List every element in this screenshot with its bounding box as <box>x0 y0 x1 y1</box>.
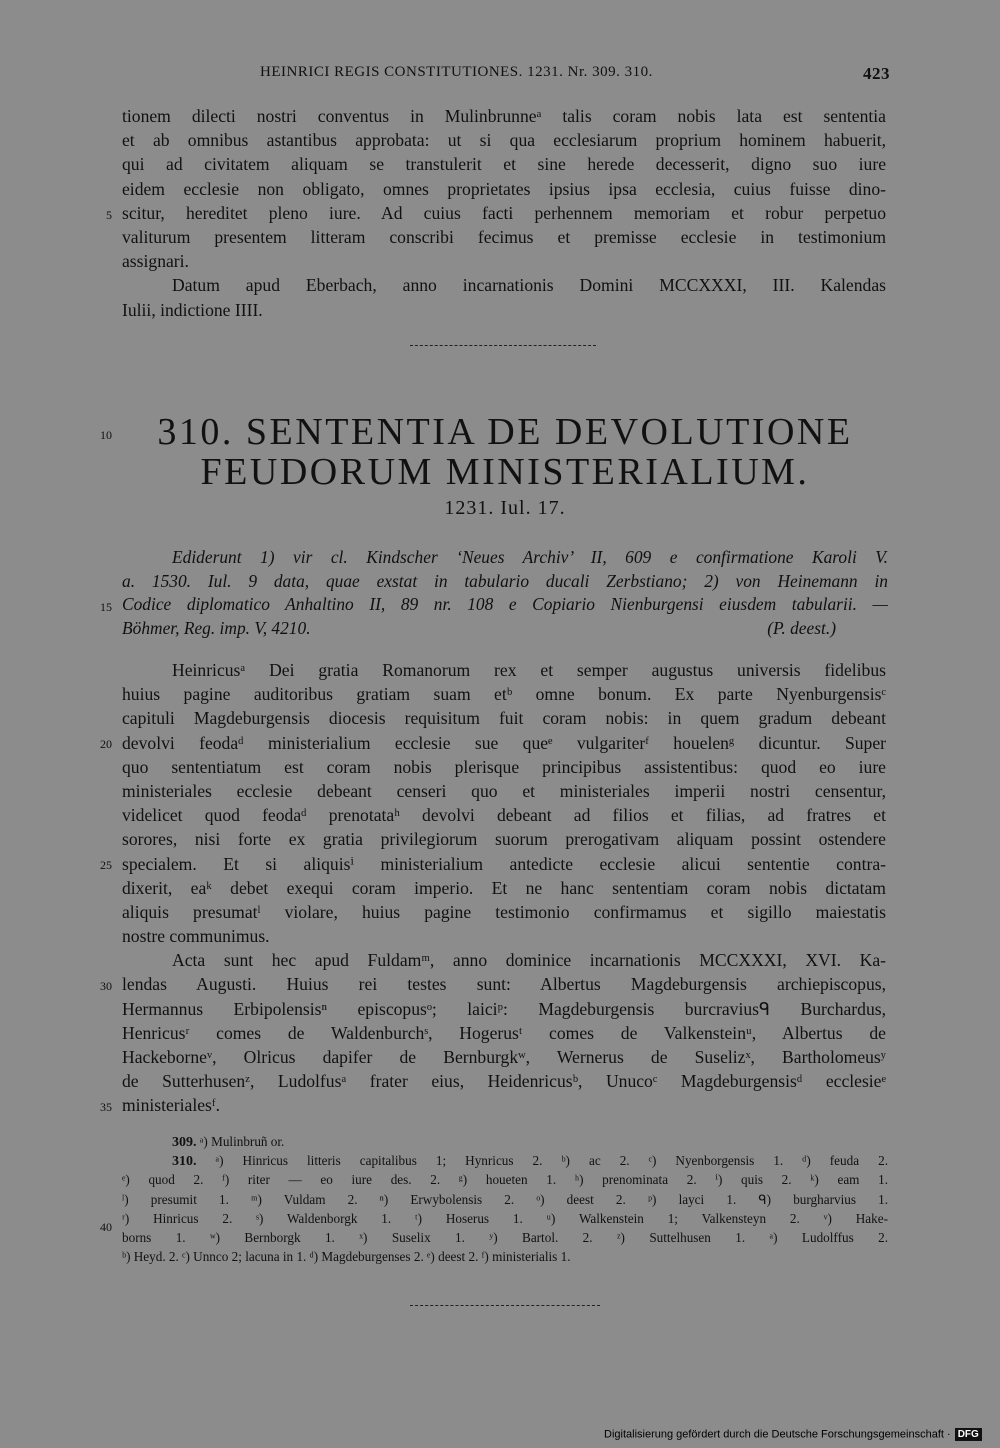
edition-note <box>122 546 888 640</box>
acta-line: Hermannus Erbipolensisⁿ episcopusᵒ; laiciᵖ: Magdeburgensis burcraviusᑫ Burchardus, <box>122 998 886 1019</box>
footnote-310-line: ˡ) presumit 1. ᵐ) Vuldam 2. ⁿ) Erwybolensis 2. ᵒ) deest 2. ᵖ) layci 1. ᑫ) burgharvius 1. <box>122 1191 888 1207</box>
doc309-text <box>122 104 886 322</box>
acta-line: Acta sunt hec apud Fuldamᵐ, anno dominice incarnationis MCCXXXI, XVI. Ka- <box>172 950 886 971</box>
acta-line: de Sutterhusenᶻ, Ludolfusᵃ frater eius, Heidenricusᵇ, Unucoᶜ Magdeburgensisᵈ ecclesieᵉ <box>122 1071 886 1092</box>
doc310-heading-line1: 310. SENTENTIA DE DEVOLUTIONE <box>157 411 853 453</box>
text-line: valiturum presentem litteram conscribi fecimus et premisse ecclesie in testimonium <box>122 226 886 247</box>
acta-line: Hackeborneᵛ, Olricus dapifer de Bernburgkʷ, Wernerus de Suselizˣ, Bartholomeusʸ <box>122 1047 886 1067</box>
text-line: qui ad civitatem aliquam se transtulerit et sine herede decesserit, digno suo iure <box>122 154 886 175</box>
footnote-310-line: ʳ) Hinricus 2. ˢ) Waldenborgk 1. ᵗ) Hoserus 1. ᵘ) Walkenstein 1; Valkensteyn 2. ᵛ) Hake- <box>122 1210 888 1226</box>
datum-line: Iulii, indictione IIII. <box>122 299 263 320</box>
line-number: 40 <box>100 1220 112 1234</box>
footer-text: Digitalisierung gefördert durch die Deutsche Forschungsgemeinschaft · <box>604 1428 951 1441</box>
text-line: quo sententiatum est coram nobis plerisque principibus assistentibus: quod eo iure <box>122 756 886 777</box>
footnote-310-line: borns 1. ʷ) Bernborgk 1. ˣ) Suselix 1. ʸ) Bartol. 2. ᶻ) Suttelhusen 1. ᵃ) Ludolffus 2. <box>122 1229 888 1245</box>
footnote-310-line: ᵇ) Heyd. 2. ᶜ) Unnco 2; lacuna in 1. ᵈ) Magdeburgenses 2. ᵉ) deest 2. ᶠ) ministerialis 1. <box>122 1249 571 1265</box>
line-number: 20 <box>100 737 112 751</box>
text-line: aliquis presumatˡ violare, huius pagine testimonio confirmamus et sigillo maiestatis <box>122 901 886 922</box>
text-line: huius pagine auditoribus gratiam suam etᵇ omne bonum. Ex parte Nyenburgensisᶜ <box>122 684 886 705</box>
footnote-310-line <box>122 1151 888 1170</box>
separator-rule <box>410 345 596 346</box>
text-line: specialem. Et si aliquisⁱ ministerialium antedicte ecclesie alicui sententie contra- <box>122 853 886 874</box>
text-line: scitur, hereditet pleno iure. Ad cuius facti perhennem memoriam et robur perpetuo <box>122 202 886 223</box>
page-number: 423 <box>863 64 890 83</box>
footnotes <box>122 1132 888 1266</box>
text-line: capituli Magdeburgensis diocesis requisitum fuit coram nobis: in quem gradum debeant <box>122 708 886 729</box>
footnote-309 <box>122 1132 888 1151</box>
footnote-number: 309. <box>172 1135 197 1150</box>
footnote-310-line: ᵉ) quod 2. ᶠ) riter — eo iure des. 2. ᵍ) houeten 1. ʰ) prenominata 2. ⁱ) quis 2. ᵏ) eam 1. <box>122 1172 888 1188</box>
text-line: et ab omnibus astantibus approbata: ut si qua ecclesiarum proprium hominem habuerit, <box>122 130 886 151</box>
edition-reference: Böhmer, Reg. imp. V, 4210. <box>122 617 311 638</box>
footnote-text: ᵃ) Hinricus litteris capitalibus 1; Hynricus 2. ᵇ) ac 2. ᶜ) Nyenborgensis 1. ᵈ) feuda 2. <box>215 1153 888 1169</box>
line-number: 15 <box>100 600 112 614</box>
footnote-number: 310. <box>172 1154 197 1170</box>
text-line: tionem dilecti nostri conventus in Mulinbrunneᵃ talis coram nobis lata est sententia <box>122 106 886 126</box>
edition-line: Ediderunt 1) vir cl. Kindscher ‘Neues Archiv’ II, 609 e confirmatione Karoli V. <box>172 547 888 567</box>
doc310-text <box>122 658 886 1118</box>
edition-line-last <box>122 617 888 641</box>
running-head-title: HEINRICI REGIS CONSTITUTIONES. 1231. Nr. 309. 310. <box>260 64 653 80</box>
line-number: 5 <box>106 208 112 222</box>
datum-line: Datum apud Eberbach, anno incarnationis Domini MCCXXXI, III. Kalendas <box>172 275 886 296</box>
line-number: 10 <box>100 428 112 442</box>
line-number: 25 <box>100 858 112 872</box>
acta-line: lendas Augusti. Huius rei testes sunt: Albertus Magdeburgensis archiepiscopus, <box>122 974 886 995</box>
acta-line: ministerialesᶠ. <box>122 1095 220 1116</box>
acta-line: Henricusʳ comes de Waldenburchˢ, Hogerusᵗ comes de Valkensteinᵘ, Albertus de <box>122 1022 886 1043</box>
separator-rule <box>410 1305 600 1306</box>
edition-line: a. 1530. Iul. 9 data, quae exstat in tabulario ducali Zerbstiano; 2) von Heinemann in <box>122 570 888 591</box>
edition-line: Codice diplomatico Anhaltino II, 89 nr. 108 e Copiario Nienburgensi eiusdem tabularii. — <box>122 594 888 615</box>
text-line: sorores, nisi forte ex gratia privilegiorum suorum prerogativam aliquam possint ostendere <box>122 829 886 850</box>
edition-sigla: (P. deest.) <box>767 617 836 638</box>
text-line: Heinricusᵃ Dei gratia Romanorum rex et semper augustus universis fidelibus <box>172 660 886 680</box>
text-line: videlicet quod feodaᵈ prenotataʰ devolvi debeant ad filios et filias, ad fratres et <box>122 805 886 826</box>
doc310-date: 1231. Iul. 17. <box>444 497 566 519</box>
footnote-text: ᵃ) Mulinbruñ or. <box>199 1134 285 1149</box>
doc310-heading-line2: FEUDORUM MINISTERIALIUM. <box>200 451 810 493</box>
doc310-heading <box>120 412 890 492</box>
line-number: 30 <box>100 979 112 993</box>
dfg-footer <box>604 1428 982 1441</box>
text-line: ministeriales ecclesie debeant censeri quo et ministeriales imperii nostri censentur, <box>122 780 886 801</box>
text-line: assignari. <box>122 251 189 272</box>
dfg-logo: DFG <box>955 1428 982 1441</box>
text-line: nostre communimus. <box>122 926 270 947</box>
text-line: eidem ecclesie non obligato, omnes proprietates ipsius ipsa ecclesia, cuius fuisse dino- <box>122 178 886 199</box>
line-number: 35 <box>100 1100 112 1114</box>
text-line: dixerit, eaᵏ debet exequi coram imperio. Et ne hanc sententiam coram nobis dictatam <box>122 877 886 898</box>
text-line: devolvi feodaᵈ ministerialium ecclesie sue queᵉ vulgariterᶠ houelenᵍ dicuntur. Super <box>122 732 886 753</box>
